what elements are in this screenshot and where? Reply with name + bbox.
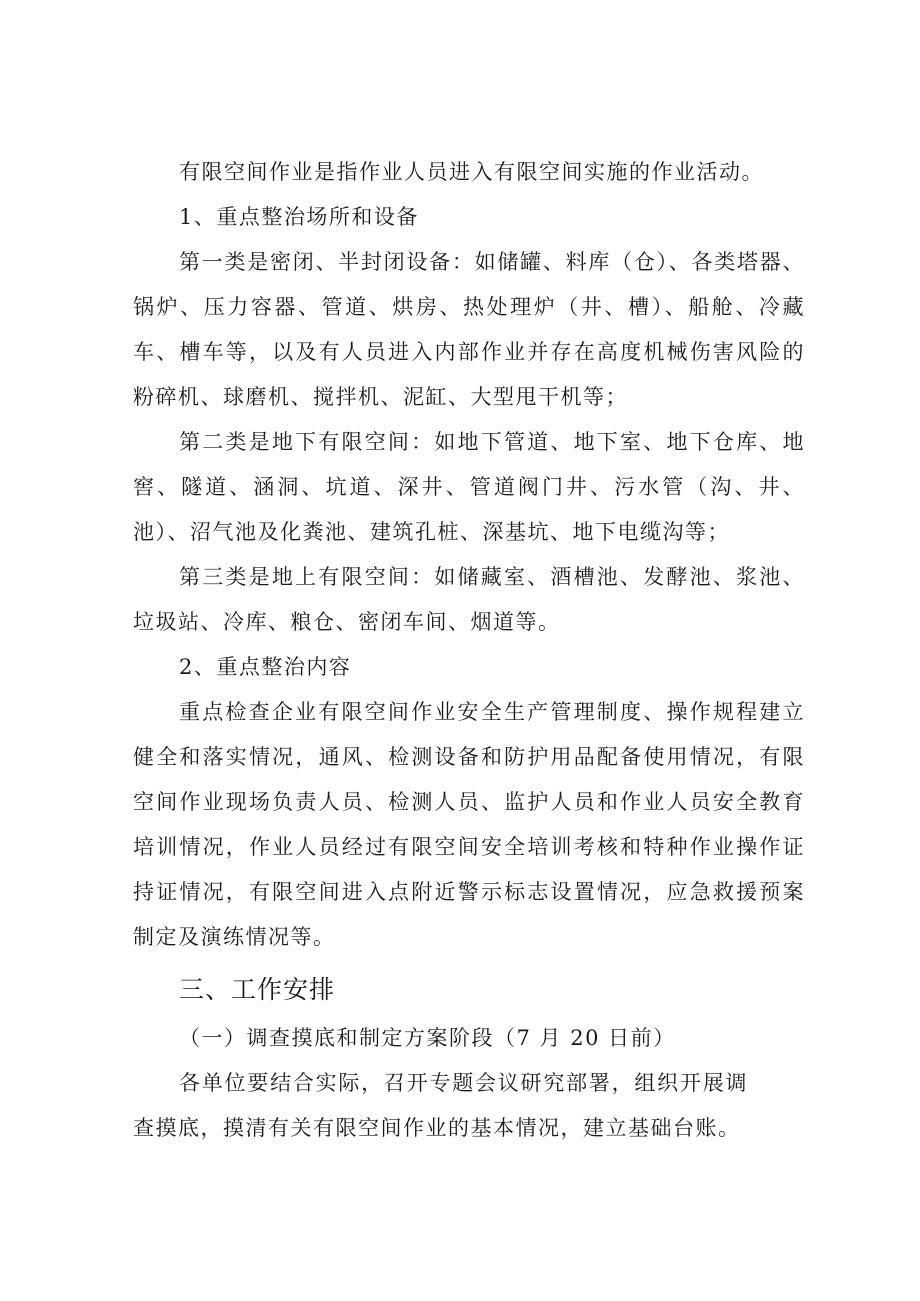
- subheading-survey-stage: （一）调查摸底和制定方案阶段（7 月 20 日前）: [179, 1026, 676, 1050]
- paragraph-inspection: 重点检查企业有限空间作业安全生产管理制度、操作规程建立健全和落实情况，通风、检测设备和防护用品配备使用情况，有限空间作业现场负责人员、检测人员、监护人员和作业人员安全教育培训情况，作业人员经过有限空间安全培训考核和特种作业操作证持证情况，有限空间进入点附近警示标志设置情况，应急救援预案制定及演练情况等。: [133, 700, 805, 949]
- section-heading-work-arrangement: 三、工作安排: [179, 975, 336, 1004]
- paragraph-category-one: 第一类是密闭、半封闭设备：如储罐、料库（仓）、各类塔器、锅炉、压力容器、管道、烘房、热处理炉（井、槽）、船舱、冷藏车、槽车等，以及有人员进入内部作业并存在高度机械伤害风险的粉碎机、球磨机、搅拌机、泥缸、大型甩干机等；: [133, 250, 805, 409]
- document-body: [133, 150, 805, 1151]
- subheading-key-places: 1、重点整治场所和设备: [179, 205, 419, 229]
- paragraph-survey-detail: 各单位要结合实际，召开专题会议研究部署，组织开展调查摸底，摸清有关有限空间作业的基本情况，建立基础台账。: [133, 1071, 748, 1140]
- paragraph-category-three: 第三类是地上有限空间：如储藏室、酒槽池、发酵池、浆池、垃圾站、冷库、粮仓、密闭车间、烟道等。: [133, 565, 805, 634]
- paragraph-category-two: 第二类是地下有限空间：如地下管道、地下室、地下仓库、地窖、隧道、涵洞、坑道、深井、管道阀门井、污水管（沟、井、池）、沼气池及化粪池、建筑孔桩、深基坑、地下电缆沟等；: [133, 430, 805, 544]
- subheading-key-content: 2、重点整治内容: [179, 655, 352, 679]
- paragraph-definition: 有限空间作业是指作业人员进入有限空间实施的作业活动。: [179, 160, 764, 184]
